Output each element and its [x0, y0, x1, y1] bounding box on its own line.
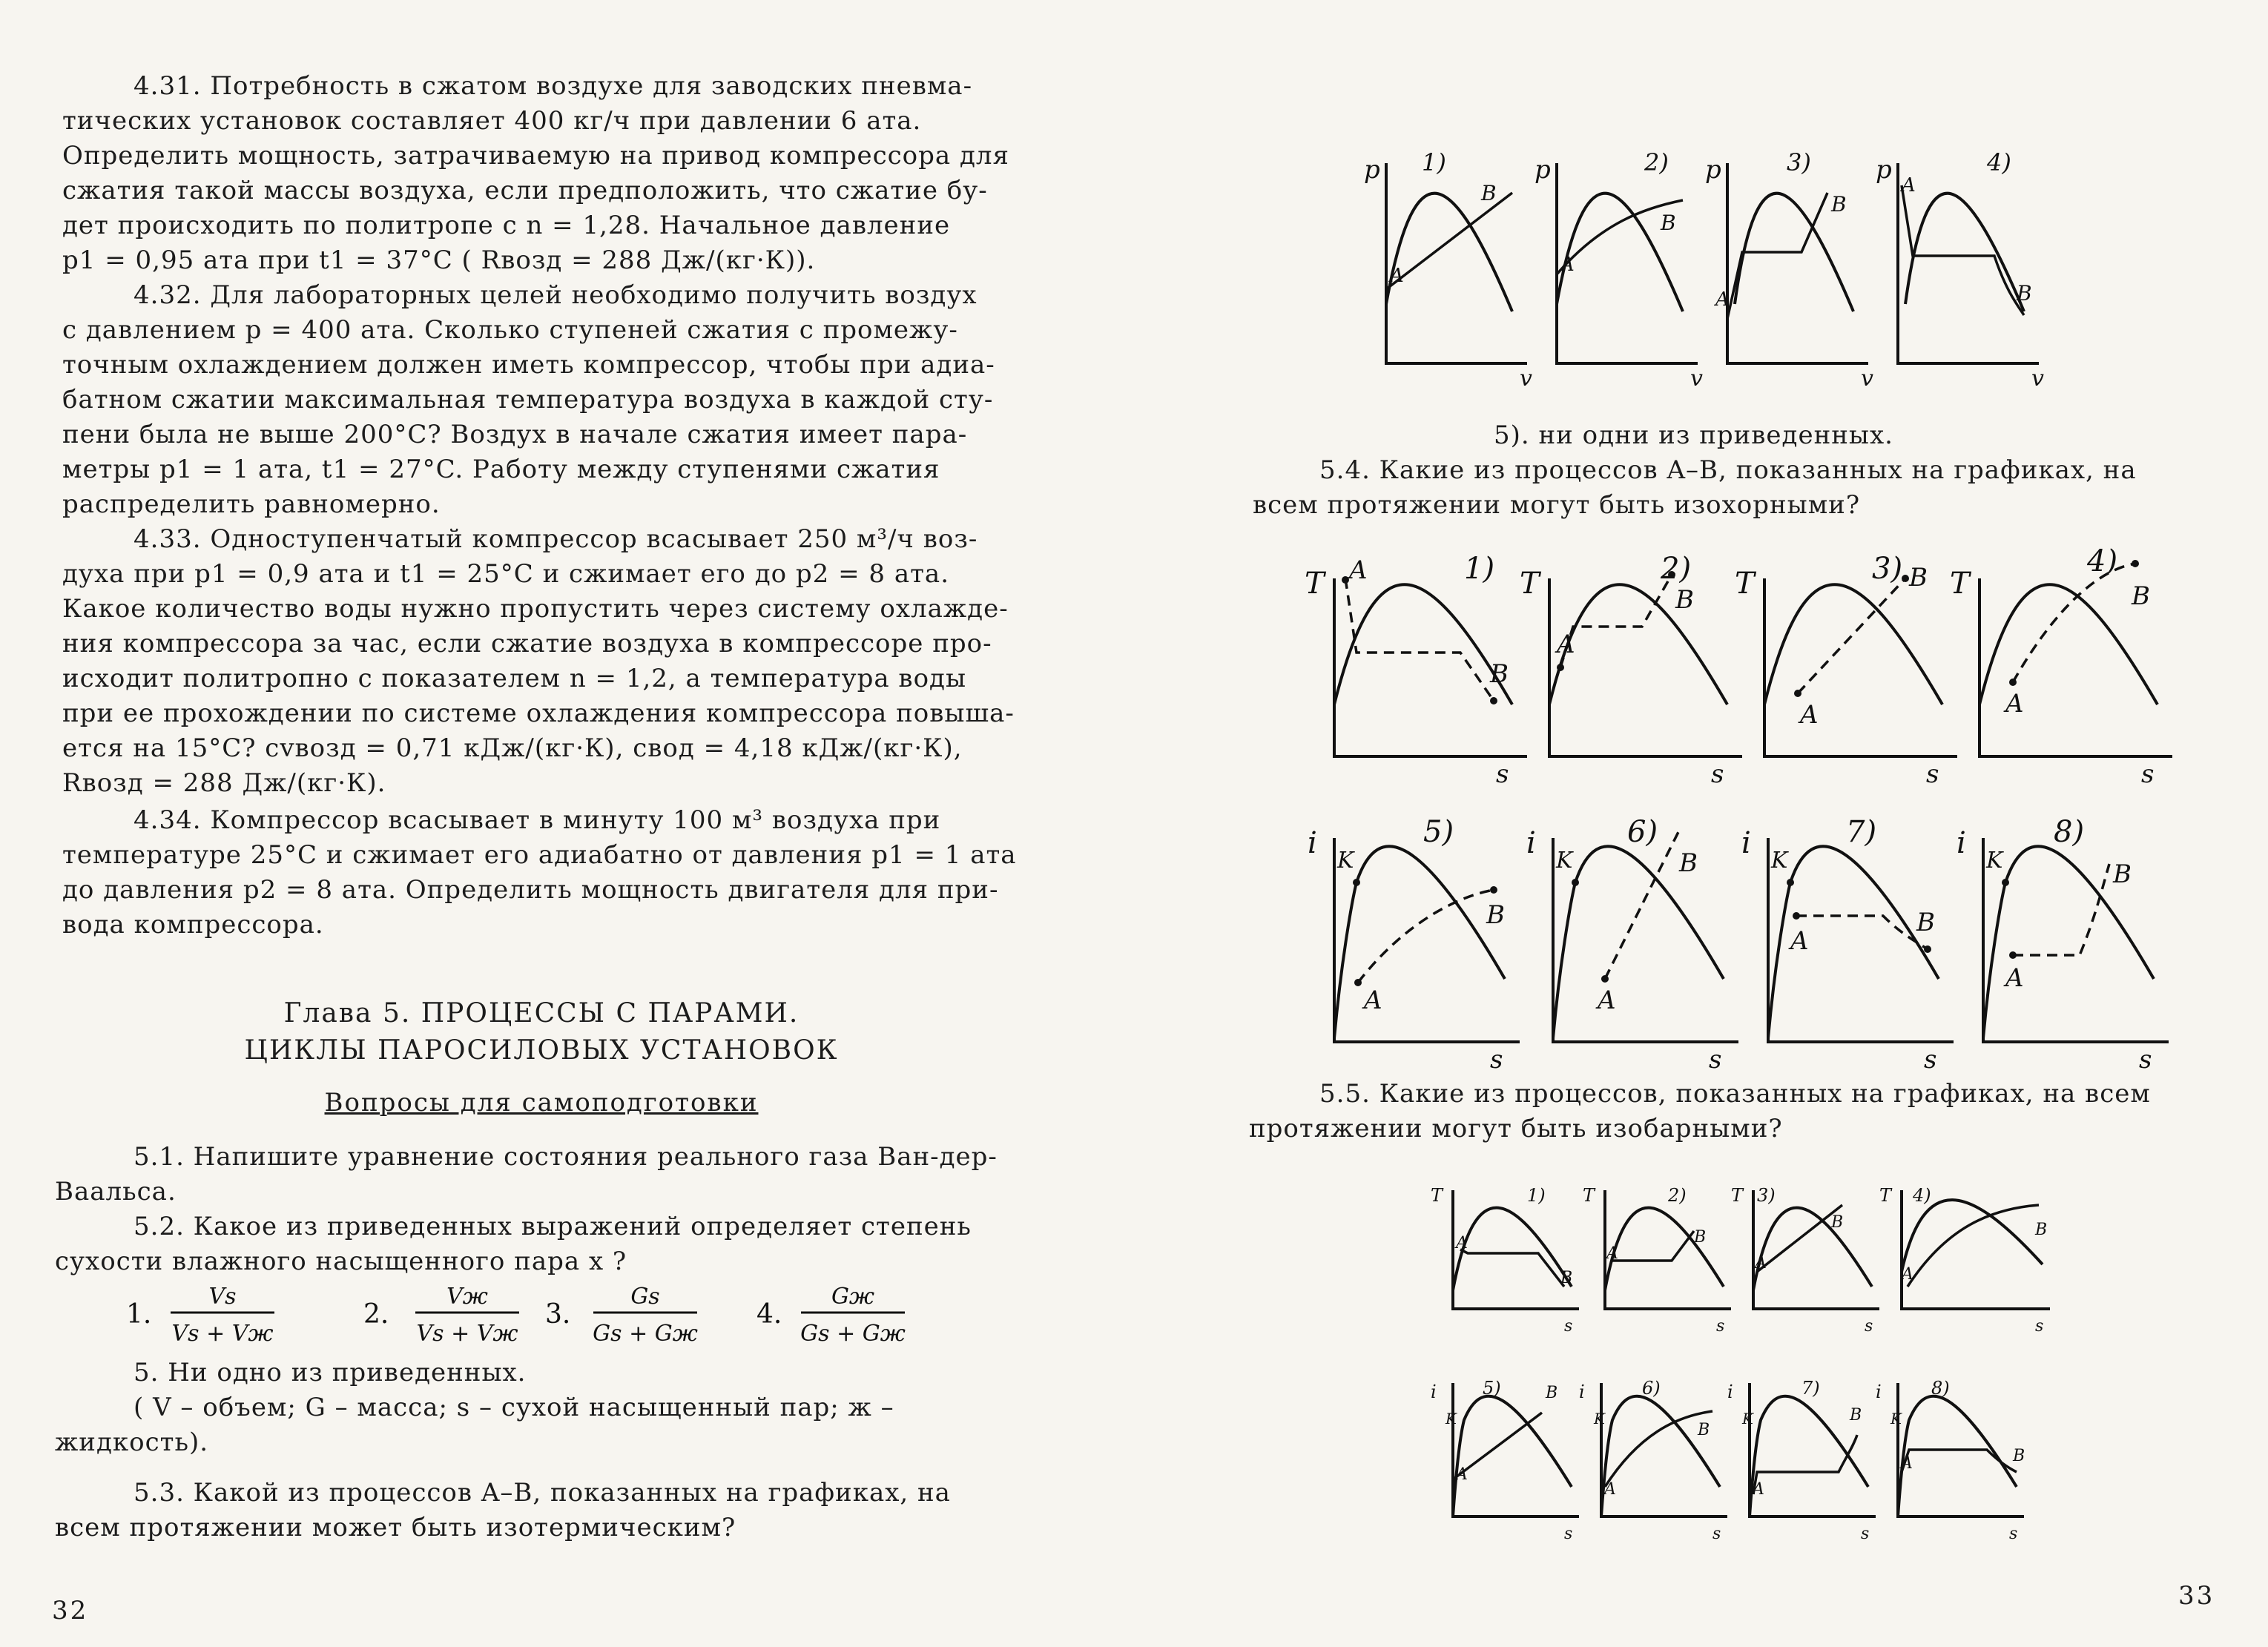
text-line: исходит политропно с показателем n = 1,2, а температура воды — [62, 664, 967, 693]
diagram-number: 3) — [1757, 1185, 1776, 1206]
point-label-B: B — [1560, 1269, 1573, 1287]
text-line: с давлением p = 400 ата. Сколько ступеней сжатия с промежу- — [62, 315, 958, 345]
diagram-number: 4) — [1987, 148, 2011, 176]
process-line — [1902, 1450, 2017, 1472]
process-line — [1796, 916, 1928, 949]
chapter-title-line1: Глава 5. ПРОЦЕССЫ С ПАРАМИ. — [283, 998, 800, 1029]
text-line: Rвозд = 288 Дж/(кг·К). — [62, 768, 386, 798]
point-label-B: B — [2013, 1447, 2025, 1465]
axis-label-s: s — [2035, 1317, 2044, 1336]
process-line — [2013, 564, 2135, 682]
formula-1-num: 1. — [126, 1299, 152, 1330]
axis-label-i: i — [1308, 826, 1317, 860]
formula-4-denominator: Gs + Gж — [800, 1321, 906, 1347]
axis-label-T: T — [1583, 1185, 1595, 1206]
axis-label-s: s — [1709, 1045, 1722, 1075]
formula-3-denominator: Gs + Gж — [593, 1321, 698, 1347]
point-label-B: B — [1546, 1384, 1558, 1402]
diagram-number: 6) — [1642, 1378, 1661, 1399]
axis-label-s: s — [2139, 1045, 2152, 1075]
process-line — [2013, 864, 2109, 955]
diagram-number: 4) — [1913, 1185, 1931, 1206]
axis-label-T: T — [1950, 567, 1970, 601]
process-line — [1605, 831, 1679, 979]
pv-diagrams — [1356, 141, 2098, 393]
axis-label-s: s — [1924, 1045, 1937, 1075]
text-line: тических установок составляет 400 кг/ч при давлении 6 ата. — [62, 106, 922, 136]
text-line: вода компрессора. — [62, 910, 324, 940]
diagram-number: 8) — [1931, 1378, 1950, 1399]
text-line: распределить равномерно. — [62, 489, 441, 519]
isobaric-diagrams — [1431, 1175, 2068, 1561]
diagram-is-7 — [1741, 815, 1954, 1075]
diagram-pv-2 — [1534, 148, 1703, 392]
diagram-small-ts-2 — [1583, 1185, 1731, 1336]
axis-label-s: s — [1865, 1317, 1873, 1336]
point-label-B: B — [2132, 581, 2150, 611]
saturation-curve — [1453, 1208, 1572, 1290]
text-line: Определить мощность, затрачиваемую на привод компрессора для — [62, 141, 1009, 171]
axis-label-T: T — [1431, 1185, 1443, 1206]
axis-label-s: s — [1712, 1525, 1721, 1543]
point-label-A: A — [1753, 1480, 1764, 1499]
point-label-A: A — [1560, 254, 1575, 276]
section-title: Вопросы для самоподготовки — [324, 1088, 759, 1118]
process-line — [1358, 890, 1494, 983]
point-label-B: B — [1679, 848, 1698, 878]
point-label-K: K — [1556, 848, 1573, 874]
legend-line: жидкость). — [55, 1427, 209, 1457]
point-label-A: A — [1902, 1265, 1913, 1284]
axis-label-i: i — [1727, 1382, 1733, 1402]
axis-label-T: T — [1731, 1185, 1744, 1206]
diagram-number: 2) — [1661, 552, 1692, 586]
diagram-number: 5) — [1483, 1378, 1501, 1399]
point-label-B: B — [1490, 659, 1509, 689]
text-line: при ее прохождении по системе охлаждения компрессора повыша- — [62, 699, 1015, 728]
axis-label-p: p — [1364, 155, 1380, 185]
diagram-small-ts-1 — [1431, 1185, 1579, 1336]
axis-label-s: s — [1564, 1525, 1573, 1543]
point-label-A: A — [1790, 926, 1809, 956]
axis-label-s: s — [1564, 1317, 1573, 1336]
text-line: 4.34. Компрессор всасывает в минуту 100 м³ воздуха при — [133, 805, 941, 835]
diagram-is-8 — [1957, 815, 2169, 1075]
right-page — [1134, 0, 2268, 1647]
chapter-title-line2: ЦИКЛЫ ПАРОСИЛОВЫХ УСТАНОВОК — [244, 1035, 839, 1066]
point-label-A: A — [1557, 630, 1575, 659]
diagram-small-is-7 — [1727, 1378, 1876, 1543]
question-5-2: 5.2. Какое из приведенных выражений определяет степень — [133, 1212, 972, 1241]
diagram-number: 7) — [1801, 1378, 1820, 1399]
point-label-A: A — [1902, 174, 1916, 197]
answer-option-5: 5). ни одни из приведенных. — [1494, 420, 1893, 450]
axis-label-s: s — [1926, 759, 1939, 789]
point-label-B: B — [1831, 192, 1847, 217]
process-line — [1612, 1231, 1694, 1261]
axis-label-i: i — [1957, 826, 1966, 860]
question-5-1: 5.1. Напишите уравнение состояния реального газа Ван-дер- — [133, 1142, 998, 1172]
text-line: 4.33. Одноступенчатый компрессор всасывает 250 м³/ч воз- — [133, 524, 978, 554]
diagram-ts-2 — [1520, 552, 1742, 789]
axis-label-v: v — [1520, 366, 1532, 392]
diagram-number: 2) — [1668, 1185, 1687, 1206]
diagram-number: 6) — [1627, 815, 1658, 849]
axis-label-i: i — [1579, 1382, 1585, 1402]
point-label-A: A — [1349, 555, 1368, 585]
point-label-B: B — [1850, 1406, 1862, 1425]
legend-line: ( V – объем; G – масса; s – сухой насыщенный пар; ж – — [133, 1393, 894, 1422]
point-label-A: A — [1456, 1465, 1468, 1484]
axis-label-i: i — [1876, 1382, 1882, 1402]
diagram-number: 3) — [1787, 148, 1811, 176]
formula-2-num: 2. — [363, 1299, 389, 1330]
axis-label-s: s — [1711, 759, 1724, 789]
process-line — [1386, 193, 1512, 289]
text-line: Ваальса. — [55, 1177, 177, 1207]
text-line: всем протяжении может быть изотермическим? — [55, 1513, 736, 1542]
point-label-A: A — [1604, 1480, 1616, 1499]
formula-2-denominator: Vs + Vж — [416, 1321, 518, 1347]
diagram-small-ts-3 — [1731, 1185, 1879, 1336]
text-line: ния компрессора за час, если сжатие воздуха в компрессоре про- — [62, 629, 992, 659]
diagram-small-ts-4 — [1879, 1185, 2050, 1336]
point-label-A: A — [1715, 288, 1730, 311]
point-label-A: A — [1606, 1244, 1618, 1263]
diagram-pv-1 — [1364, 148, 1532, 392]
point-label-A: A — [1598, 986, 1616, 1015]
diagram-number: 1) — [1422, 148, 1446, 176]
question-5-5: 5.5. Какие из процессов, показанных на графиках, на всем — [1319, 1079, 2151, 1109]
diagram-number: 1) — [1527, 1185, 1546, 1206]
saturation-curve — [1905, 194, 2024, 311]
point-label-A: A — [1456, 1234, 1468, 1252]
saturation-curve — [1334, 584, 1512, 704]
point-label-A: A — [1364, 986, 1382, 1015]
question-5-3: 5.3. Какой из процессов A–B, показанных на графиках, на — [133, 1478, 951, 1508]
axis-label-v: v — [2031, 366, 2044, 392]
text-line: пени была не выше 200°C? Воздух в начале сжатия имеет пара- — [62, 420, 968, 449]
process-line — [1902, 185, 2024, 315]
text-line: p1 = 0,95 ата при t1 = 37°C ( Rвозд = 288 Дж/(кг·К)). — [62, 245, 816, 275]
axis-label-T: T — [1520, 567, 1540, 601]
axis-label-p: p — [1705, 155, 1721, 185]
point-label-K: K — [1986, 848, 2003, 874]
formula-4-numerator: Gж — [831, 1284, 875, 1310]
formula-1-denominator: Vs + Vж — [171, 1321, 274, 1347]
axis-label-i: i — [1741, 826, 1751, 860]
text-line: до давления p2 = 8 ата. Определить мощность двигателя для при- — [62, 875, 999, 905]
diagram-number: 8) — [2054, 815, 2085, 849]
process-line — [1460, 1250, 1564, 1287]
point-label-K: K — [1771, 848, 1788, 874]
point-label-K: K — [1594, 1410, 1605, 1427]
point-label-A: A — [1390, 265, 1404, 287]
formula-1-numerator: Vs — [208, 1284, 237, 1310]
point-label-B: B — [1661, 211, 1676, 235]
point-label-K: K — [1445, 1410, 1457, 1427]
text-line: ется на 15°C? cvвозд = 0,71 кДж/(кг·К), cвод = 4,18 кДж/(кг·К), — [62, 733, 963, 763]
saturation-curve — [1753, 1208, 1872, 1290]
text-line: протяжении могут быть изобарными? — [1249, 1114, 1783, 1143]
diagram-is-5 — [1308, 815, 1520, 1075]
text-line: 4.31. Потребность в сжатом воздухе для заводских пневма- — [133, 71, 973, 101]
axis-label-s: s — [1496, 759, 1509, 789]
point-label-A: A — [1901, 1454, 1913, 1473]
diagram-pv-3 — [1705, 148, 1873, 392]
process-line — [1727, 193, 1827, 319]
point-label-B: B — [2113, 859, 2132, 889]
process-line — [1757, 1205, 1842, 1272]
diagram-small-is-5 — [1431, 1378, 1579, 1543]
formula-3-numerator: Gs — [630, 1284, 660, 1310]
diagram-number: 7) — [1846, 815, 1877, 849]
saturation-curve — [1549, 584, 1727, 704]
point-label-A: A — [1755, 1254, 1767, 1273]
axis-label-p: p — [1876, 155, 1892, 185]
text-line: сухости влажного насыщенного пара x ? — [55, 1247, 627, 1276]
formula-options — [111, 1277, 942, 1351]
saturation-curve — [1902, 1200, 2043, 1272]
axis-label-s: s — [2009, 1525, 2018, 1543]
text-line: батном сжатии максимальная температура воздуха в каждой сту- — [62, 385, 994, 415]
process-line — [1908, 1205, 2039, 1287]
point-label-K: K — [1890, 1410, 1902, 1427]
saturation-curve — [1553, 846, 1724, 1038]
point-label-B: B — [1675, 585, 1694, 615]
diagram-number: 4) — [2087, 544, 2118, 578]
saturation-curve — [1898, 1396, 2017, 1516]
point-label-B: B — [1909, 563, 1928, 593]
point-label-B: B — [1831, 1213, 1844, 1232]
point-label-A: A — [2005, 963, 2024, 993]
axis-label-i: i — [1431, 1382, 1437, 1402]
saturation-curve — [1764, 584, 1942, 704]
saturation-curve — [1334, 846, 1505, 1038]
axis-label-v: v — [1861, 366, 1873, 392]
axis-label-i: i — [1526, 826, 1536, 860]
point-label-B: B — [1486, 900, 1505, 930]
point-label-A: A — [2005, 689, 2024, 719]
text-line: всем протяжении могут быть изохорными? — [1253, 490, 1861, 520]
diagram-small-is-6 — [1579, 1378, 1727, 1543]
saturation-curve — [1979, 584, 2157, 704]
text-line: 4.32. Для лабораторных целей необходимо получить воздух — [133, 280, 978, 310]
option-5: 5. Ни одно из приведенных. — [133, 1358, 527, 1387]
diagram-ts-1 — [1305, 552, 1527, 789]
diagram-is-6 — [1526, 815, 1738, 1075]
saturation-curve — [1605, 1208, 1724, 1290]
diagram-ts-4 — [1950, 544, 2172, 789]
point-label-B: B — [1916, 908, 1935, 937]
page-number: 33 — [2178, 1581, 2215, 1611]
axis-label-s: s — [2141, 759, 2155, 789]
diagram-pv-4 — [1876, 148, 2044, 392]
point-label-K: K — [1337, 848, 1354, 874]
text-line: точным охлаждением должен иметь компрессор, чтобы при адиа- — [62, 350, 995, 380]
point-label-K: K — [1742, 1410, 1753, 1427]
point-label-B: B — [2035, 1221, 2048, 1239]
axis-label-T: T — [1735, 567, 1755, 601]
diagram-number: 2) — [1644, 148, 1669, 176]
text-line: температуре 25°C и сжимает его адиабатно от давления p1 = 1 ата — [62, 840, 1017, 870]
formula-2-numerator: Vж — [446, 1284, 488, 1310]
axis-label-v: v — [1690, 366, 1703, 392]
text-line: Какое количество воды нужно пропустить через систему охлажде- — [62, 594, 1009, 624]
diagram-small-is-8 — [1876, 1378, 2025, 1543]
diagram-number: 1) — [1464, 552, 1495, 586]
point-label-B: B — [1698, 1421, 1710, 1439]
process-line — [1798, 578, 1905, 693]
formula-4-num: 4. — [756, 1299, 782, 1330]
isochoric-diagrams — [1305, 534, 2232, 1075]
point-label-B: B — [1481, 181, 1497, 205]
text-line: сжатия такой массы воздуха, если предположить, что сжатие бу- — [62, 176, 988, 205]
axis-label-s: s — [1861, 1525, 1870, 1543]
diagram-number: 3) — [1872, 552, 1903, 586]
diagram-ts-3 — [1735, 552, 1957, 789]
saturation-curve — [1453, 1396, 1572, 1516]
axis-label-T: T — [1305, 567, 1325, 601]
axis-label-s: s — [1716, 1317, 1725, 1336]
diagram-number: 5) — [1423, 815, 1454, 849]
point-label-B: B — [2017, 281, 2032, 306]
axis-label-s: s — [1490, 1045, 1503, 1075]
point-label-A: A — [1800, 700, 1819, 730]
formula-3-num: 3. — [545, 1299, 571, 1330]
text-line: духа при p1 = 0,9 ата и t1 = 25°C и сжимает его до p2 = 8 ата. — [62, 559, 950, 589]
axis-label-T: T — [1879, 1185, 1892, 1206]
page-number: 32 — [52, 1596, 89, 1625]
axis-label-p: p — [1534, 155, 1551, 185]
point-label-B: B — [1694, 1228, 1707, 1247]
saturation-curve — [1386, 194, 1512, 311]
text-line: метры p1 = 1 ата, t1 = 27°C. Работу между ступенями сжатия — [62, 455, 940, 484]
question-5-4: 5.4. Какие из процессов A–B, показанных на графиках, на — [1319, 455, 2137, 485]
text-line: дет происходить по политропе с n = 1,28. Начальное давление — [62, 211, 951, 240]
